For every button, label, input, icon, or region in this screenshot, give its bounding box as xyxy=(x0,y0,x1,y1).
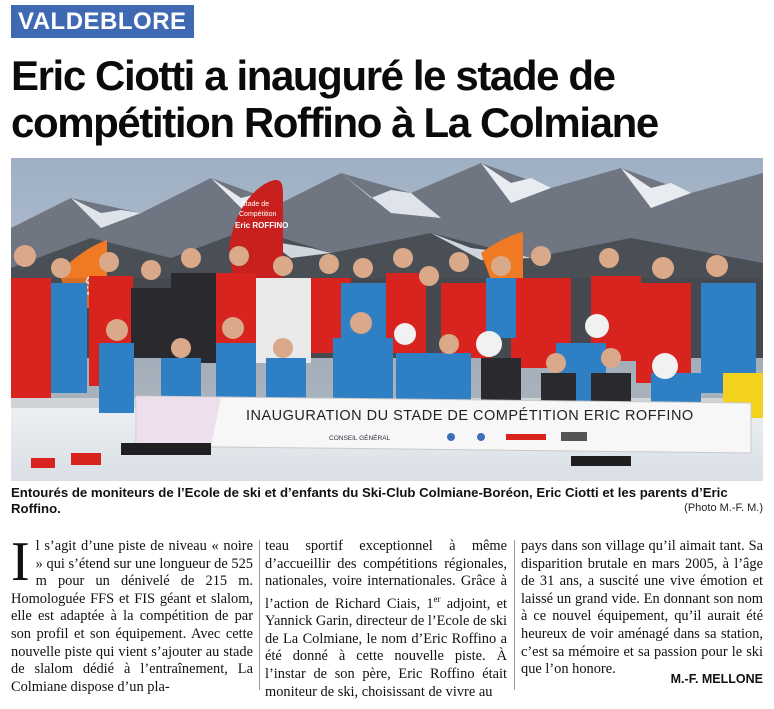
article-column-3 xyxy=(521,538,763,679)
drop-cap: I xyxy=(11,531,30,593)
superscript-er: er xyxy=(433,593,441,604)
article-text-col1: l s’agit d’une piste de niveau « noire » qui s’étend sur une longueur de 525 m pour un dénivelé de 215 m. Homologuée FFS et FIS géant et slalom, elle est adaptée à la compétition de par son profil et son équipement. Avec cette nouvelle piste qui vient s’ajouter au stade de slalom dédié à l’entraînement, La Colmiane dispose d’un pla- xyxy=(11,538,253,695)
banner-text: INAUGURATION DU STADE DE COMPÉTITION ERIC ROFFINO xyxy=(246,408,694,424)
headline xyxy=(11,52,769,146)
sign-line-3: Eric ROFFINO xyxy=(235,221,289,230)
article-column-2 xyxy=(265,538,507,701)
photo-illustration xyxy=(11,158,763,481)
article-text-col3: pays dans son village qu’il aimait tant. Sa disparition brutale en mars 2005, à l’âge de 31 ans, a suscité une vive émotion et laissé un grand vide. En donnant son nom à ce nouvel équipement, qu’il aurait été heureux de voir aménagé dans sa station, c’est sa mémoire et sa passion pour le ski que l’on honore. xyxy=(521,538,763,678)
sign-line-2: Compétition xyxy=(239,211,277,218)
sign-line-1: Stade de xyxy=(241,201,270,208)
section-rubric: VALDEBLORE xyxy=(11,5,194,38)
photo-caption: Entourés de moniteurs de l’Ecole de ski et d’enfants du Ski-Club Colmiane-Boréon, Eric Ciotti et les parents d’Eric Roffino. xyxy=(11,485,728,516)
banner-sponsor: CONSEIL GÉNÉRAL xyxy=(329,435,391,442)
column-divider xyxy=(259,540,260,690)
inauguration-banner xyxy=(136,396,751,453)
headline-line-1: Eric Ciotti a inauguré le stade de xyxy=(11,52,615,99)
article-column-1 xyxy=(11,531,253,696)
author-signature: M.-F. MELLONE xyxy=(670,672,763,686)
group-photo xyxy=(11,158,763,481)
article-text-col2b: adjoint, et Yannick Garin, directeur de l’Ecole de ski de La Colmiane, le nom d’Eric Roffino a été donné à cette nouvelle piste. À l’instar de son père, Eric Roffino était moniteur de ski, choisissant de vivre au xyxy=(265,595,507,700)
article-text-col2a: teau sportif exceptionnel à même d’accueillir des compétitions régionales, nationales, voire internationales. Grâce à l’action de Richard Ciais, 1 xyxy=(265,538,507,612)
headline-line-2: compétition Roffino à La Colmiane xyxy=(11,99,658,146)
photo-credit: (Photo M.-F. M.) xyxy=(684,502,763,514)
column-divider xyxy=(514,540,515,690)
